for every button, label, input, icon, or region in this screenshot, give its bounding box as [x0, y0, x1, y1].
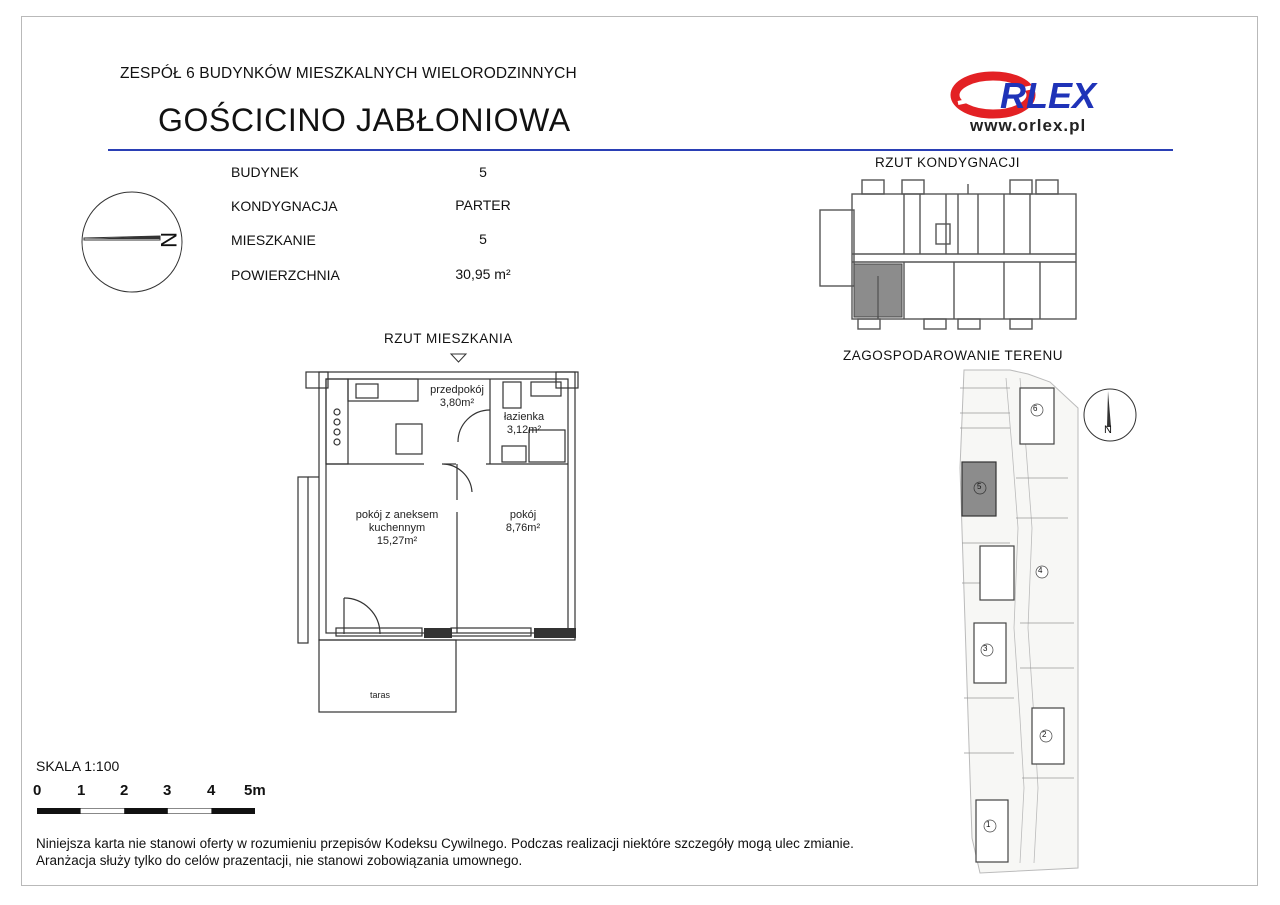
- building-label: BUDYNEK: [231, 164, 299, 180]
- compass-north-label: N: [155, 232, 181, 248]
- living-name-2: kuchennym: [368, 522, 426, 534]
- scale-bar: [37, 801, 255, 807]
- site-building-5: 5: [977, 482, 982, 491]
- apartment-value: 5: [479, 231, 487, 247]
- hall-area: 3,80m²: [439, 397, 475, 409]
- area-value: 30,95 m²: [455, 266, 511, 282]
- site-building-6: 6: [1033, 404, 1038, 413]
- header-divider: [108, 149, 1173, 151]
- living-room-label: [347, 509, 447, 548]
- svg-text:RLEX: RLEX: [1000, 75, 1097, 116]
- compass-icon: [80, 190, 184, 294]
- scale-tick-2: 2: [120, 782, 129, 799]
- disclaimer-line-1: Niniejsza karta nie stanowi oferty w rozumieniu przepisów Kodeksu Cywilnego. Podczas realizacji niektóre szczegóły mogą ulec zmianie.: [36, 836, 854, 851]
- bath-name: łazienka: [503, 411, 545, 423]
- terrace-label: taras: [369, 690, 390, 700]
- scale-tick-5: 5m: [244, 782, 266, 799]
- hall-name: przedpokój: [430, 384, 484, 396]
- room-area: 8,76m²: [505, 522, 541, 534]
- site-compass-north-label: N: [1104, 424, 1112, 436]
- hall-label: [417, 384, 497, 410]
- bath-label: [486, 411, 562, 437]
- building-value: 5: [479, 164, 487, 180]
- scale-tick-0: 0: [33, 782, 42, 799]
- website-label: www.orlex.pl: [970, 116, 1087, 135]
- bath-area: 3,12m²: [506, 424, 542, 436]
- scale-tick-1: 1: [77, 782, 86, 799]
- project-subtitle: ZESPÓŁ 6 BUDYNKÓW MIESZKALNYCH WIELORODZINNYCH: [120, 65, 577, 82]
- apartment-label: MIESZKANIE: [231, 232, 316, 248]
- floor-label: KONDYGNACJA: [231, 198, 338, 214]
- project-title: GOŚCICINO JABŁONIOWA: [158, 102, 571, 138]
- site-building-3: 3: [983, 644, 988, 653]
- scale-tick-4: 4: [207, 782, 216, 799]
- floor-plan-title: RZUT KONDYGNACJI: [875, 155, 1021, 170]
- apartment-plan-title: RZUT MIESZKANIA: [384, 331, 513, 346]
- living-area: 15,27m²: [376, 535, 418, 547]
- disclaimer-line-2: Aranżacja służy tylko do celów prazentacji, nie stanowi zobowiązania umownego.: [36, 853, 523, 868]
- scale-label: SKALA 1:100: [36, 758, 120, 774]
- site-building-1: 1: [986, 820, 991, 829]
- orlex-logo: [948, 70, 1178, 140]
- site-building-2: 2: [1042, 730, 1047, 739]
- area-label: POWIERZCHNIA: [231, 267, 340, 283]
- room-label: [490, 509, 556, 535]
- site-compass-icon: [1082, 387, 1138, 443]
- scale-tick-3: 3: [163, 782, 172, 799]
- site-building-4: 4: [1038, 566, 1043, 575]
- site-plan-drawing: [950, 368, 1085, 878]
- site-plan-title: ZAGOSPODAROWANIE TERENU: [843, 348, 1064, 363]
- living-name-1: pokój z aneksem: [355, 509, 439, 521]
- floor-plan-drawing: [818, 176, 1080, 332]
- floor-value: PARTER: [455, 197, 511, 213]
- room-name: pokój: [509, 509, 537, 521]
